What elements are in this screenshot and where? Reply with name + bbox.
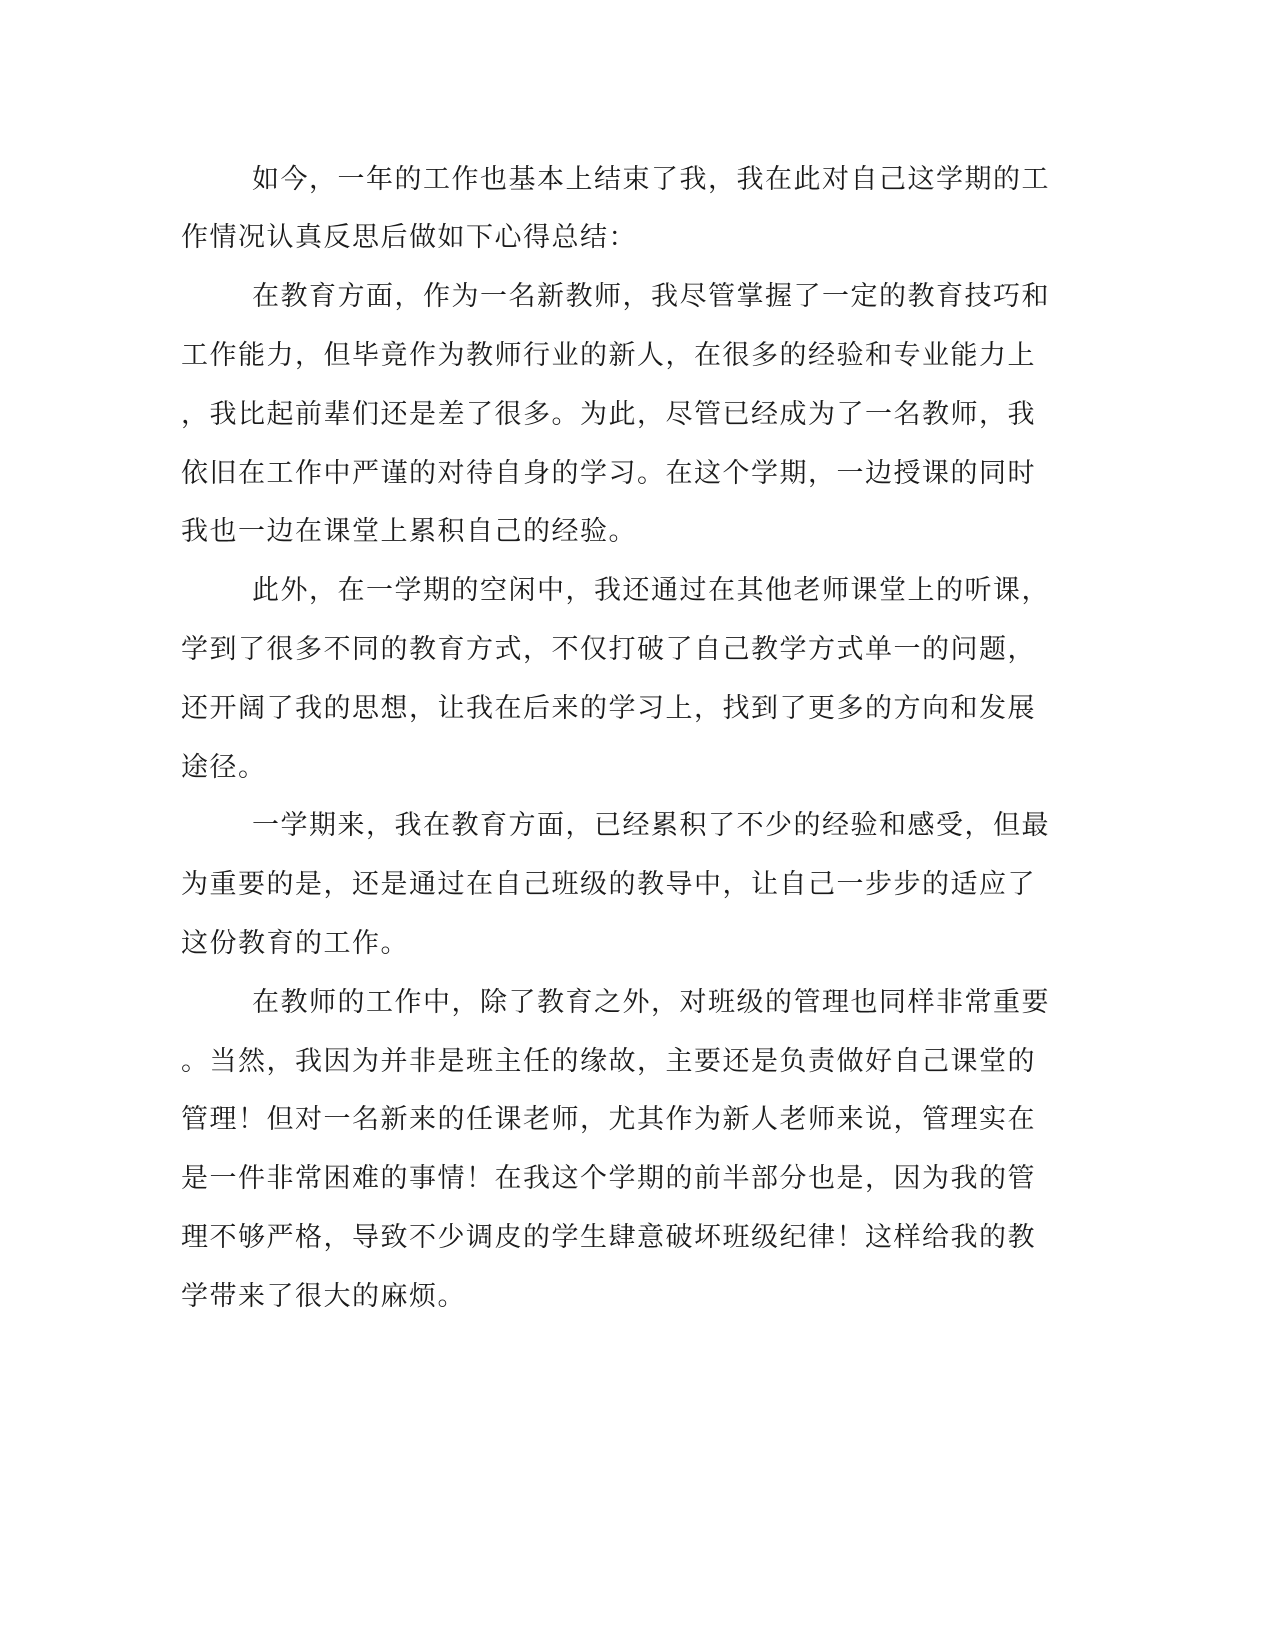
text-line: 理不够严格，导致不少调皮的学生肆意破坏班级纪律！这样给我的教	[181, 1222, 1036, 1253]
text-line: 管理！但对一名新来的任课老师，尤其作为新人老师来说，管理实在	[181, 1104, 1036, 1135]
text-line: 途径。	[181, 752, 267, 783]
text-line: 为重要的是，还是通过在自己班级的教导中，让自己一步步的适应了	[181, 869, 1036, 900]
text-line: 是一件非常困难的事情！在我这个学期的前半部分也是，因为我的管	[181, 1163, 1036, 1194]
text-line: 如今，一年的工作也基本上结束了我，我在此对自己这学期的工	[252, 164, 1050, 195]
text-line: 依旧在工作中严谨的对待自身的学习。在这个学期，一边授课的同时	[181, 458, 1036, 489]
text-line: ，我比起前辈们还是差了很多。为此，尽管已经成为了一名教师，我	[181, 399, 1036, 430]
text-line: 学到了很多不同的教育方式，不仅打破了自己教学方式单一的问题，	[181, 634, 1036, 665]
text-line: 在教师的工作中，除了教育之外，对班级的管理也同样非常重要	[252, 987, 1050, 1018]
text-line: 此外，在一学期的空闲中，我还通过在其他老师课堂上的听课，	[252, 575, 1050, 606]
text-line: 。当然，我因为并非是班主任的缘故，主要还是负责做好自己课堂的	[181, 1046, 1036, 1077]
text-line: 在教育方面，作为一名新教师，我尽管掌握了一定的教育技巧和	[252, 281, 1050, 312]
text-line: 我也一边在课堂上累积自己的经验。	[181, 516, 637, 547]
text-line: 还开阔了我的思想，让我在后来的学习上，找到了更多的方向和发展	[181, 693, 1036, 724]
text-line: 这份教育的工作。	[181, 928, 409, 959]
text-line: 一学期来，我在教育方面，已经累积了不少的经验和感受，但最	[252, 810, 1050, 841]
text-line: 学带来了很大的麻烦。	[181, 1281, 466, 1312]
text-line: 作情况认真反思后做如下心得总结：	[181, 222, 637, 253]
text-line: 工作能力，但毕竟作为教师行业的新人，在很多的经验和专业能力上	[181, 340, 1036, 371]
